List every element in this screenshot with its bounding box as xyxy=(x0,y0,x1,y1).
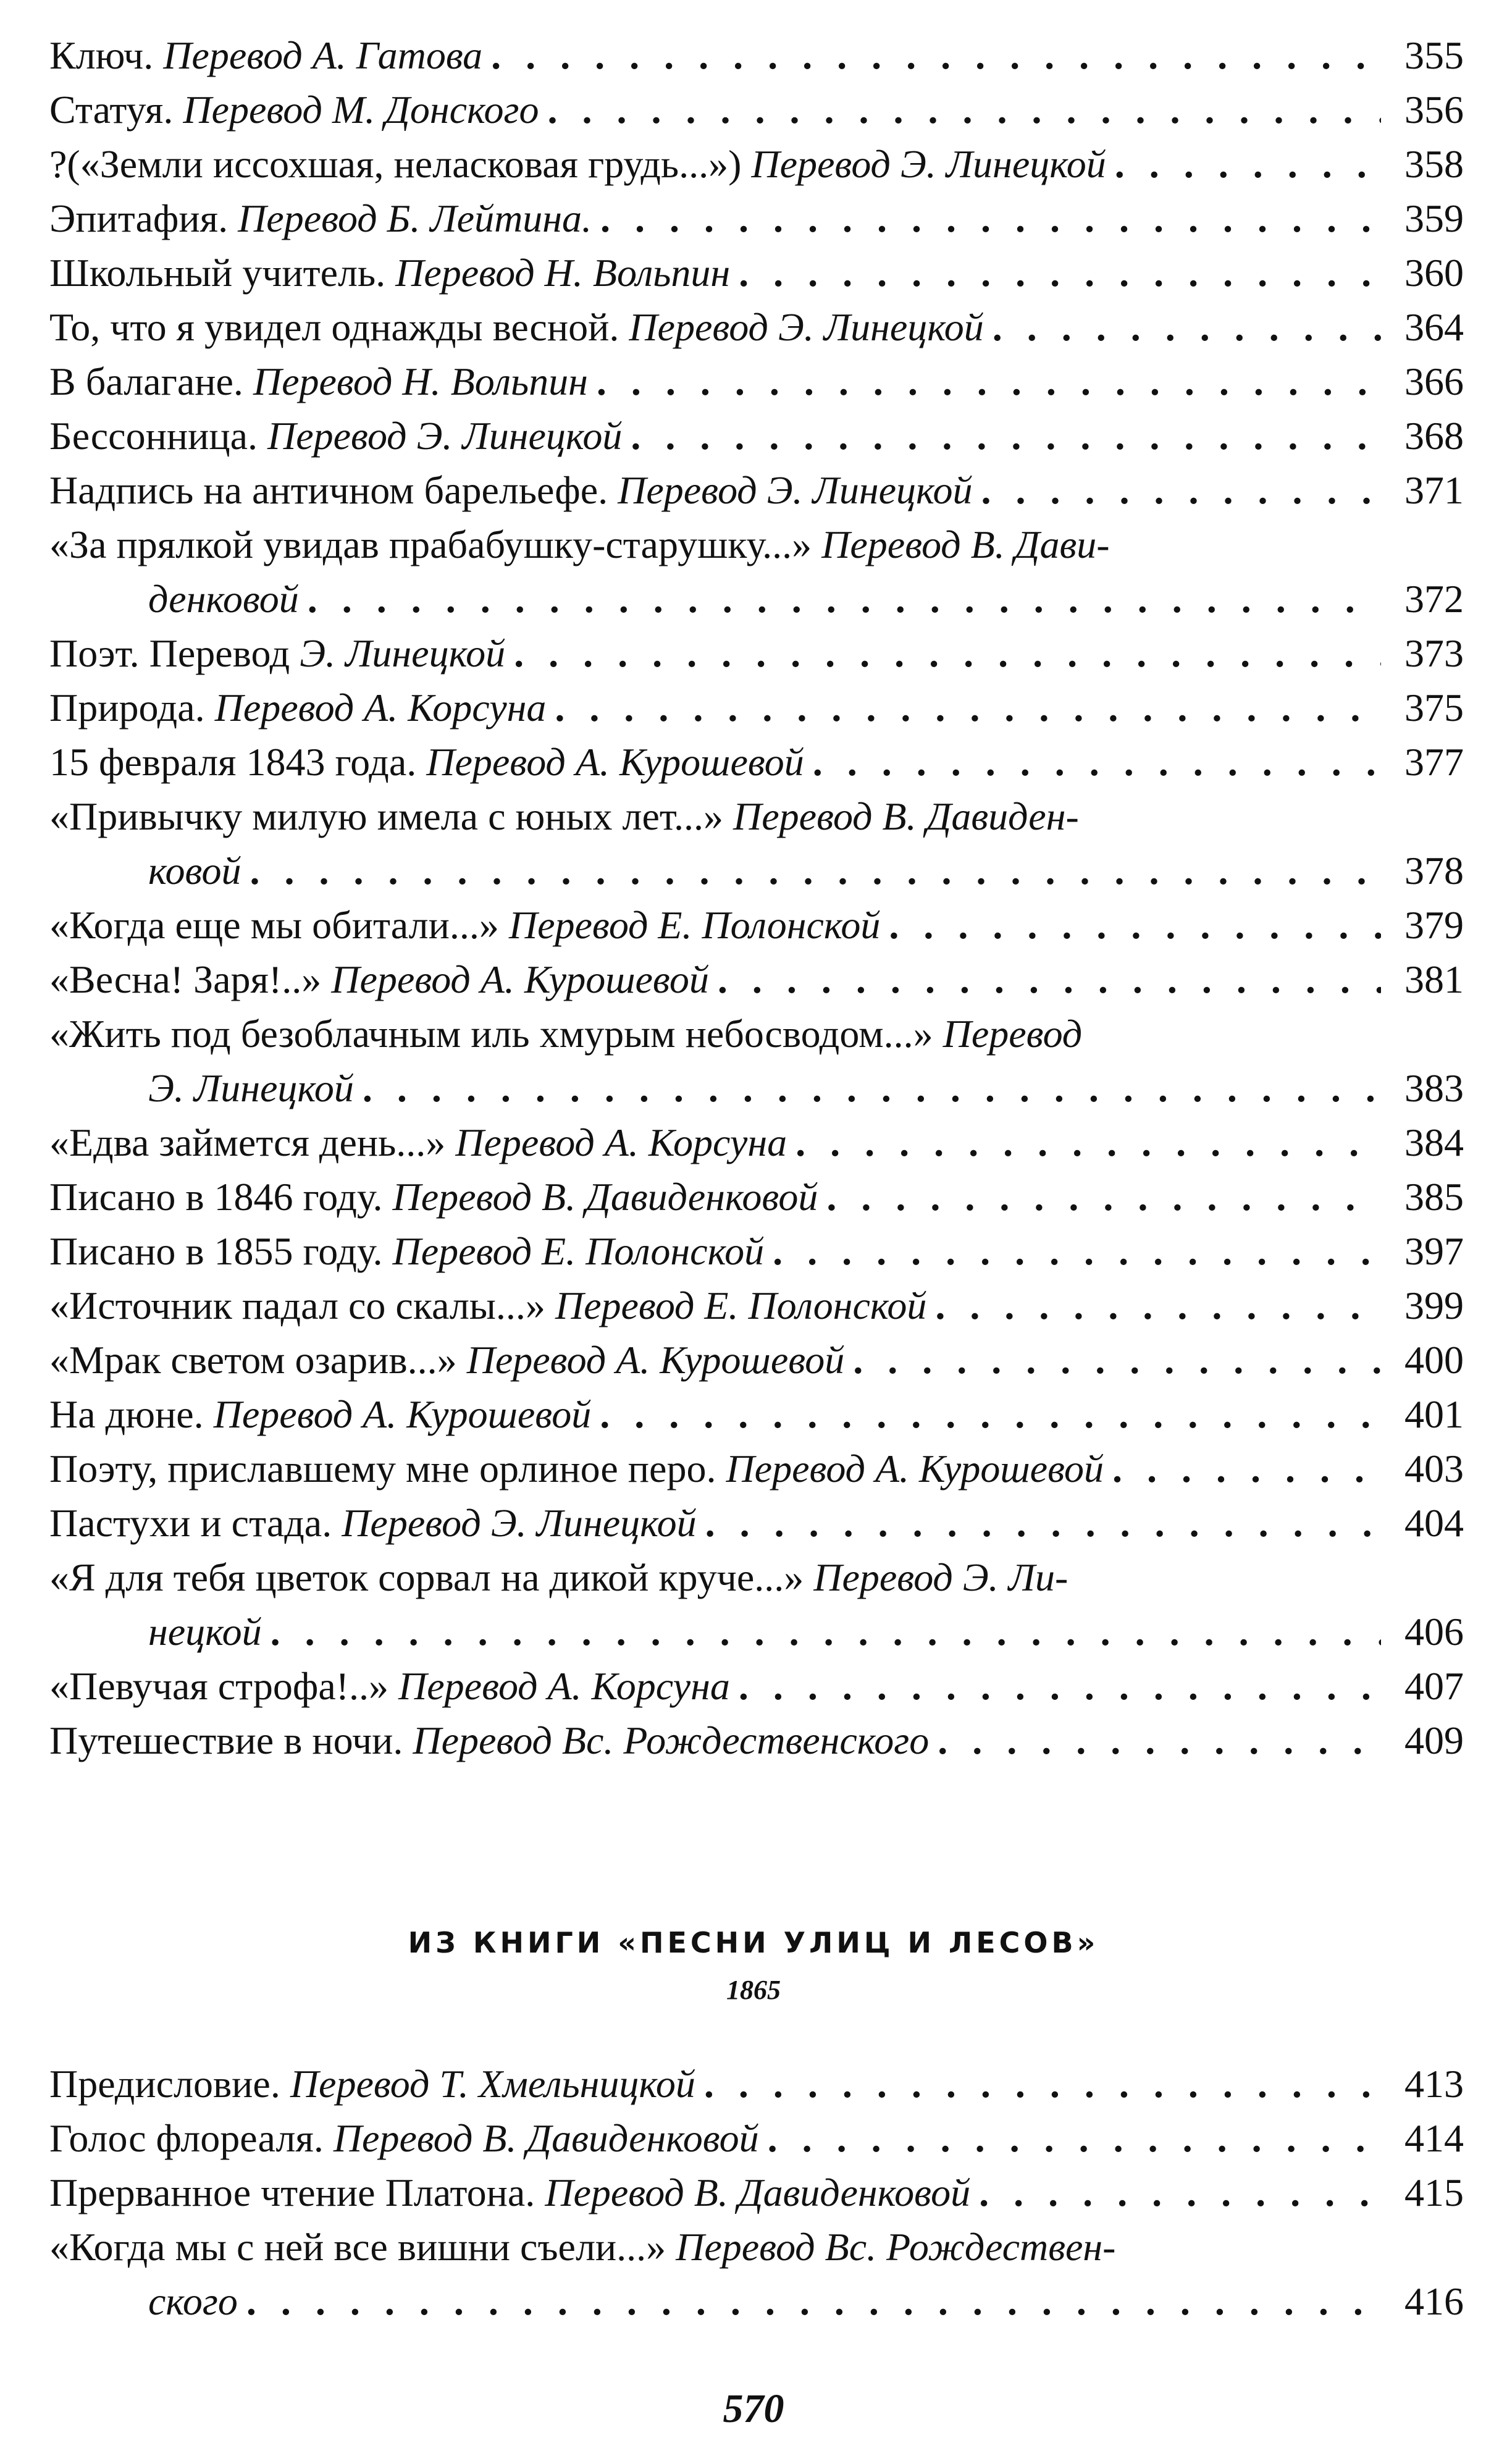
entry-page-number: 366 xyxy=(1404,360,1464,403)
entry-translator: Перевод Э. Линецкой xyxy=(629,305,984,349)
entry-title: Прерванное чтение Платона. xyxy=(49,2171,535,2214)
entry-translator: Перевод А. Корсуна xyxy=(214,686,547,730)
entry-translator: Перевод А. Курошевой xyxy=(426,740,804,784)
entry-translator: Перевод В. Дави- xyxy=(821,523,1110,566)
entry-translator: Перевод xyxy=(942,1012,1083,1056)
dot-leader xyxy=(826,1170,1381,1224)
dot-leader xyxy=(813,735,1381,789)
section-year: 1865 xyxy=(726,1975,781,2005)
toc-entry xyxy=(49,1333,1464,1387)
toc-entry xyxy=(49,952,1464,1007)
entry-page-number: 375 xyxy=(1404,686,1464,730)
table-of-contents-lower xyxy=(49,2057,1464,2329)
entry-title: Ключ. xyxy=(49,33,154,77)
entry-page-number: 383 xyxy=(1404,1066,1464,1110)
toc-entry xyxy=(49,626,1464,681)
dot-leader xyxy=(773,1224,1381,1279)
entry-title: На дюне. xyxy=(49,1392,204,1436)
entry-title: «Привычку милую имела с юных лет...» xyxy=(49,794,724,838)
entry-translator-continued: денковой xyxy=(148,577,299,621)
entry-title: «Источник падал со скалы...» xyxy=(49,1284,545,1327)
dot-leader xyxy=(935,1279,1381,1333)
entry-page-number: 400 xyxy=(1404,1338,1464,1382)
entry-translator: Перевод А. Курошевой xyxy=(726,1447,1104,1491)
dot-leader xyxy=(993,300,1381,355)
entry-translator: Перевод М. Донского xyxy=(183,88,539,132)
entry-page-number: 368 xyxy=(1404,414,1464,458)
entry-page-number: 406 xyxy=(1404,1610,1464,1654)
entry-title: Путешествие в ночи. xyxy=(49,1718,403,1762)
toc-entry xyxy=(49,300,1464,355)
dot-leader xyxy=(600,191,1381,246)
entry-title: «За прялкой увидав прабабушку-старушку...» xyxy=(49,523,812,566)
entry-title: Школьный учитель. xyxy=(49,251,386,295)
toc-entry xyxy=(49,2057,1464,2111)
entry-title: Бессонница. xyxy=(49,414,258,458)
toc-entry xyxy=(49,1279,1464,1333)
entry-translator: Перевод Е. Полонской xyxy=(392,1229,765,1273)
entry-translator: Перевод А. Гатова xyxy=(163,33,483,77)
entry-translator: Перевод В. Давиден- xyxy=(733,794,1079,838)
entry-title: Предисловие. xyxy=(49,2062,280,2106)
dot-leader xyxy=(597,355,1381,409)
toc-entry xyxy=(49,1170,1464,1224)
entry-title: Эпитафия. xyxy=(49,196,229,240)
entry-translator: Перевод Э. Линецкой xyxy=(342,1501,697,1545)
entry-title: «Когда еще мы обитали...» xyxy=(49,903,499,947)
toc-entry xyxy=(49,1116,1464,1170)
entry-title: «Весна! Заря!..» xyxy=(49,957,322,1001)
entry-translator: Э. Линецкой xyxy=(300,631,506,675)
entry-page-number: 355 xyxy=(1404,33,1464,77)
entry-title: «Когда мы с ней все вишни съели...» xyxy=(49,2225,666,2269)
dot-leader xyxy=(981,463,1382,518)
entry-title: Голос флореаля. xyxy=(49,2116,324,2160)
dot-leader xyxy=(704,2057,1381,2111)
entry-translator: Перевод Э. Ли- xyxy=(813,1555,1068,1599)
toc-entry xyxy=(49,2166,1464,2220)
entry-page-number: 403 xyxy=(1404,1447,1464,1491)
entry-translator-continued: ского xyxy=(148,2279,238,2323)
dot-leader xyxy=(739,246,1381,300)
entry-translator-continued: ковой xyxy=(148,849,241,893)
dot-leader xyxy=(979,2166,1381,2220)
dot-leader xyxy=(705,1496,1381,1550)
entry-page-number: 371 xyxy=(1404,468,1464,512)
entry-translator: Перевод Т. Хмельницкой xyxy=(290,2062,695,2106)
dot-leader xyxy=(547,83,1381,137)
entry-page-number: 397 xyxy=(1404,1229,1464,1273)
entry-page-number: 413 xyxy=(1404,2062,1464,2106)
entry-page-number: 415 xyxy=(1404,2171,1464,2214)
toc-entry xyxy=(49,409,1464,463)
entry-title: ?(«Земли иссохшая, неласковая грудь...») xyxy=(49,142,742,186)
dot-leader xyxy=(889,898,1381,952)
toc-entry xyxy=(49,789,1464,898)
dot-leader xyxy=(600,1387,1381,1442)
entry-page-number: 414 xyxy=(1404,2116,1464,2160)
entry-page-number: 409 xyxy=(1404,1718,1464,1762)
table-of-contents-upper xyxy=(49,28,1464,1768)
entry-page-number: 379 xyxy=(1404,903,1464,947)
entry-title: Статуя. xyxy=(49,88,174,132)
entry-page-number: 372 xyxy=(1404,577,1464,621)
entry-translator: Перевод А. Курошевой xyxy=(466,1338,845,1382)
entry-page-number: 399 xyxy=(1404,1284,1464,1327)
entry-translator: Перевод Э. Линецкой xyxy=(751,142,1106,186)
dot-leader xyxy=(308,572,1381,626)
dot-leader xyxy=(363,1061,1381,1116)
entry-title: Пастухи и стада. xyxy=(49,1501,332,1545)
entry-translator: Перевод А. Корсуна xyxy=(398,1664,730,1708)
dot-leader xyxy=(631,409,1381,463)
entry-translator: Перевод Н. Вольпин xyxy=(395,251,731,295)
toc-entry xyxy=(49,463,1464,518)
entry-page-number: 416 xyxy=(1404,2279,1464,2323)
entry-page-number: 373 xyxy=(1404,631,1464,675)
entry-translator: Перевод А. Корсуна xyxy=(455,1121,787,1164)
toc-entry xyxy=(49,1496,1464,1550)
dot-leader xyxy=(271,1605,1381,1659)
toc-entry xyxy=(49,2220,1464,2329)
entry-title: Природа. xyxy=(49,686,205,730)
page-number: 570 xyxy=(723,2386,784,2431)
toc-entry xyxy=(49,2111,1464,2166)
entry-translator: Перевод Вс. Рождественского xyxy=(413,1718,930,1762)
entry-page-number: 381 xyxy=(1404,957,1464,1001)
toc-entry xyxy=(49,1387,1464,1442)
entry-page-number: 407 xyxy=(1404,1664,1464,1708)
dot-leader xyxy=(768,2111,1381,2166)
entry-translator: Перевод Э. Линецкой xyxy=(618,468,973,512)
entry-translator: Перевод А. Курошевой xyxy=(331,957,709,1001)
entry-translator: Перевод Е. Полонской xyxy=(555,1284,927,1327)
toc-entry xyxy=(49,1713,1464,1768)
dot-leader xyxy=(1115,137,1381,191)
toc-entry xyxy=(49,1007,1464,1116)
entry-page-number: 360 xyxy=(1404,251,1464,295)
entry-title: Поэт. Перевод xyxy=(49,631,290,675)
dot-leader xyxy=(718,952,1381,1007)
toc-entry xyxy=(49,735,1464,789)
entry-page-number: 377 xyxy=(1404,740,1464,784)
dot-leader xyxy=(491,28,1381,83)
dot-leader xyxy=(739,1659,1381,1713)
toc-entry xyxy=(49,518,1464,626)
dot-leader xyxy=(938,1713,1381,1768)
toc-entry xyxy=(49,898,1464,952)
entry-translator: Перевод В. Давиденковой xyxy=(545,2171,971,2214)
toc-entry xyxy=(49,246,1464,300)
section-heading: ИЗ КНИГИ «ПЕСНИ УЛИЦ И ЛЕСОВ» xyxy=(408,1926,1099,1959)
entry-page-number: 378 xyxy=(1404,849,1464,893)
toc-entry xyxy=(49,1550,1464,1659)
entry-translator-continued: нецкой xyxy=(148,1610,262,1654)
entry-title: Поэту, приславшему мне орлиное перо. xyxy=(49,1447,716,1491)
entry-translator: Перевод Н. Вольпин xyxy=(253,360,588,403)
entry-page-number: 404 xyxy=(1404,1501,1464,1545)
entry-translator: Перевод В. Давиденковой xyxy=(392,1175,818,1219)
dot-leader xyxy=(514,626,1381,681)
entry-title: Писано в 1855 году. xyxy=(49,1229,383,1273)
entry-title: «Едва займется день...» xyxy=(49,1121,446,1164)
entry-page-number: 358 xyxy=(1404,142,1464,186)
entry-translator: Перевод Б. Лейтина. xyxy=(238,196,592,240)
dot-leader xyxy=(795,1116,1381,1170)
toc-entry xyxy=(49,1224,1464,1279)
entry-title: То, что я увидел однажды весной. xyxy=(49,305,619,349)
entry-page-number: 359 xyxy=(1404,196,1464,240)
entry-page-number: 401 xyxy=(1404,1392,1464,1436)
toc-entry xyxy=(49,137,1464,191)
dot-leader xyxy=(1112,1442,1381,1496)
entry-title: 15 февраля 1843 года. xyxy=(49,740,417,784)
dot-leader xyxy=(555,681,1381,735)
entry-page-number: 364 xyxy=(1404,305,1464,349)
entry-title: «Мрак светом озарив...» xyxy=(49,1338,457,1382)
toc-entry xyxy=(49,681,1464,735)
entry-title: «Я для тебя цветок сорвал на дикой круче...» xyxy=(49,1555,804,1599)
entry-translator-continued: Э. Линецкой xyxy=(148,1066,354,1110)
entry-translator: Перевод Е. Полонской xyxy=(508,903,881,947)
entry-page-number: 385 xyxy=(1404,1175,1464,1219)
entry-translator: Перевод Э. Линецкой xyxy=(267,414,623,458)
entry-translator: Перевод В. Давиденковой xyxy=(333,2116,759,2160)
dot-leader xyxy=(250,844,1381,898)
entry-title: В балагане. xyxy=(49,360,243,403)
entry-translator: Перевод А. Курошевой xyxy=(213,1392,592,1436)
toc-entry xyxy=(49,191,1464,246)
entry-title: «Певучая строфа!..» xyxy=(49,1664,389,1708)
toc-entry xyxy=(49,1659,1464,1713)
entry-title: «Жить под безоблачным иль хмурым небосводом...» xyxy=(49,1012,933,1056)
entry-title: Надпись на античном барельефе. xyxy=(49,468,608,512)
toc-entry xyxy=(49,1442,1464,1496)
entry-page-number: 356 xyxy=(1404,88,1464,132)
entry-title: Писано в 1846 году. xyxy=(49,1175,383,1219)
entry-page-number: 384 xyxy=(1404,1121,1464,1164)
toc-entry xyxy=(49,355,1464,409)
toc-entry xyxy=(49,83,1464,137)
toc-entry xyxy=(49,28,1464,83)
dot-leader xyxy=(853,1333,1381,1387)
entry-translator: Перевод Вс. Рождествен- xyxy=(676,2225,1116,2269)
dot-leader xyxy=(246,2274,1381,2329)
